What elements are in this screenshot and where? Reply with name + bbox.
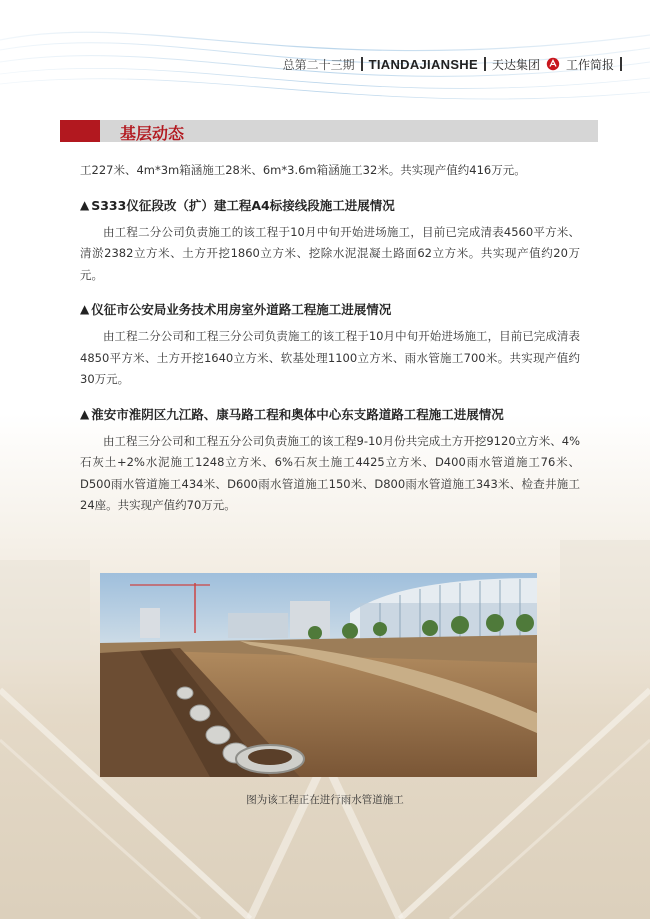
header-divider [361,57,363,71]
header-divider [620,57,622,71]
article-body: 由工程三分公司和工程五分公司负责施工的该工程9-10月份共完成土方开挖9120立方米、4%石灰土+2%水泥施工1248立方米、6%石灰土施工4425立方米、D400雨水管道施工76米、D500雨水管道施工434米、D600雨水管道施工150米、D800雨水管道施工343米、检查井施工24座。共实现产值约70万元。 [80,433,580,512]
company-name: 天达集团 [491,57,540,72]
section-header-bar [60,120,598,142]
triangle-bullet-icon: ▲ [80,302,90,316]
page-header [283,52,622,76]
triangle-bullet-icon: ▲ [80,406,90,421]
brief-title: 工作简报 [565,57,614,72]
section-title: 基层动态 [120,124,185,143]
header-divider [484,57,486,71]
article-heading [80,300,580,318]
brand-name: TIANDAJIANSHE [368,56,478,72]
construction-photo [100,573,537,777]
construction-photo-illustration [100,573,537,777]
article-body: 由工程二分公司和工程三分公司负责施工的该工程于10月中旬开始进场施工，目前已完成清表4850平方米、土方开挖1640立方米、软基处理1100立方米、雨水管施工700米。共实现产值约30万元。 [80,329,580,386]
article-content [80,160,580,517]
article-title: 淮安市淮阴区九江路、康马路工程和奥体中心东支路道路工程施工进展情况 [91,406,504,422]
article-title: S333仪征段改（扩）建工程A4标接线段施工进展情况 [91,197,395,213]
photo-caption: 图为该工程正在进行雨水管道施工 [246,794,404,806]
article-title: 仪征市公安局业务技术用房室外道路工程施工进展情况 [91,302,392,317]
triangle-bullet-icon: ▲ [80,197,90,212]
article-heading [80,196,580,214]
article-body: 由工程二分公司负责施工的该工程于10月中旬开始进场施工，目前已完成清表4560平方米、清淤2382立方米、土方开挖1860立方米、挖除水泥混凝土路面62立方米。共实现产值约20万元。 [80,224,580,282]
intro-line: 工227米、4m*3m箱涵施工28米、6m*3.6m箱涵施工32米。共实现产值约416万元。 [80,163,526,177]
article-heading [80,405,580,423]
section-accent-block [60,120,100,142]
company-logo-icon [546,57,560,71]
issue-number: 总第二十三期 [282,57,355,72]
